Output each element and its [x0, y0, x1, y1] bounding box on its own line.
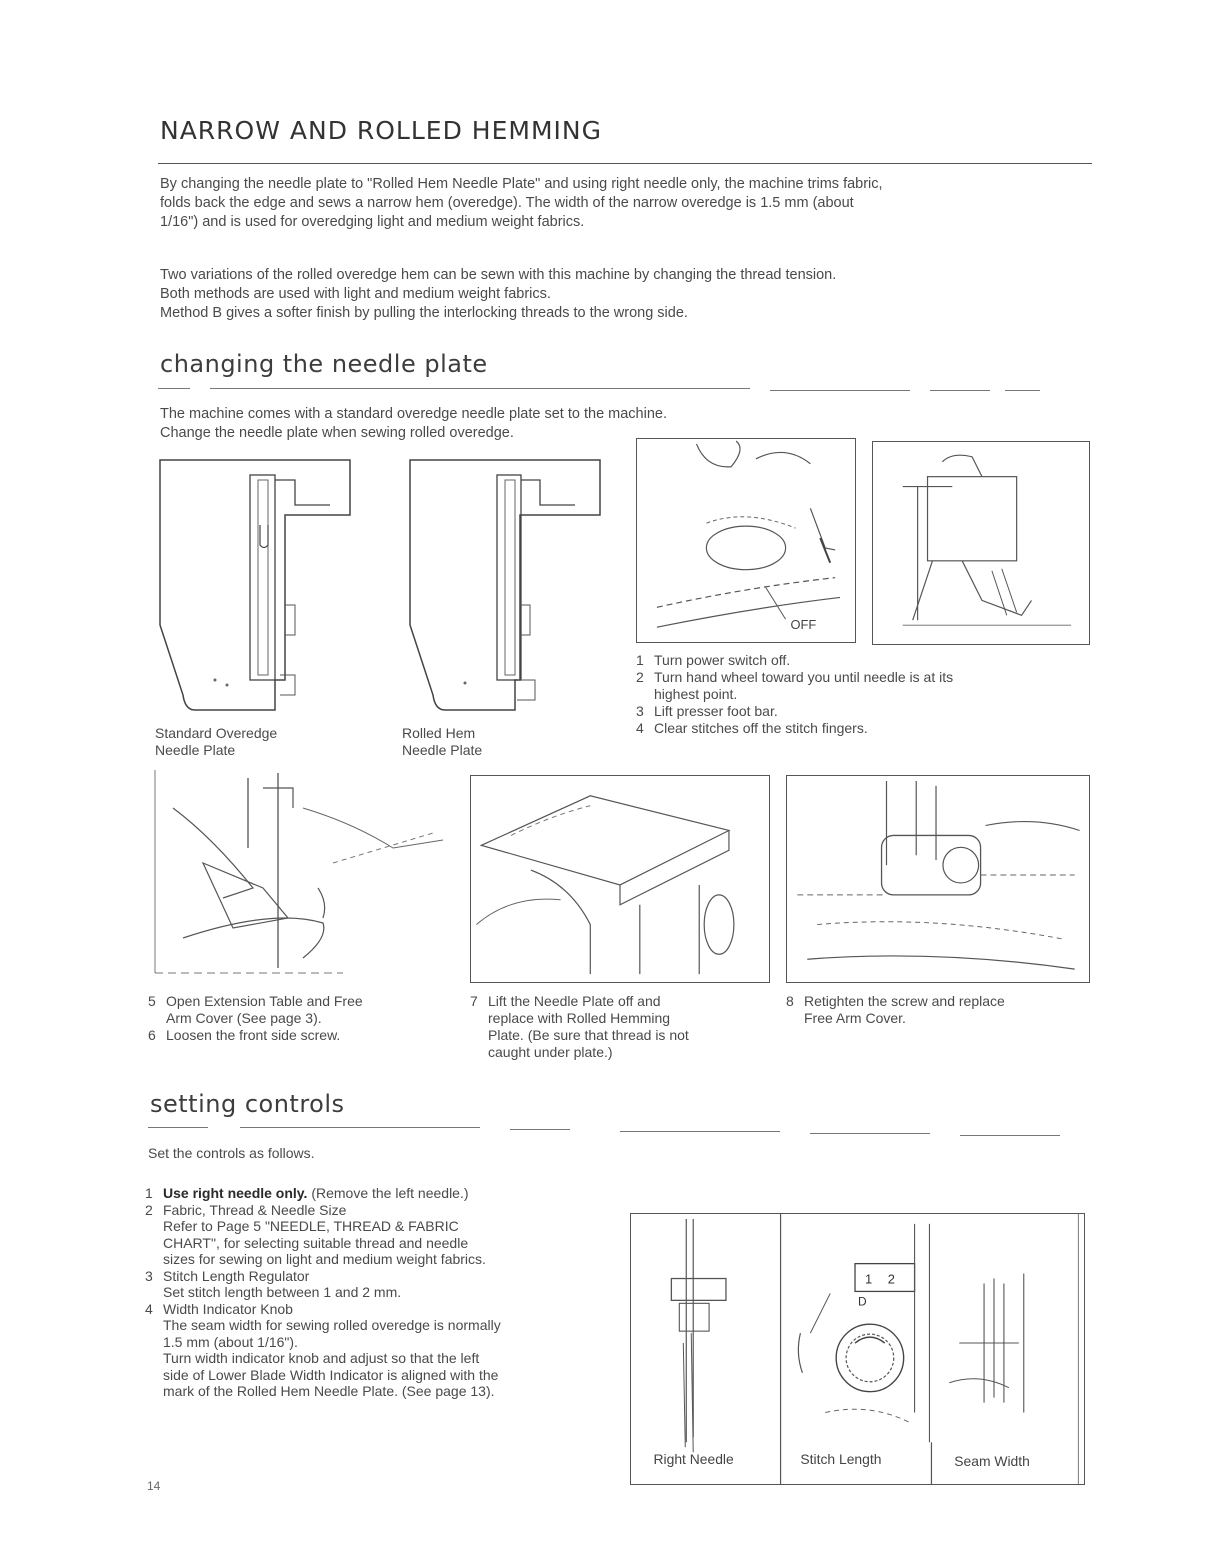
- standard-plate-drawing: [155, 455, 355, 720]
- section-rule: [510, 1129, 570, 1130]
- standard-plate-label-line: Standard Overedge: [155, 725, 278, 741]
- control-text: The seam width for sewing rolled overedge is normally: [163, 1317, 501, 1333]
- steps-bottom-col3: [786, 993, 1086, 1027]
- section-rule: [158, 388, 190, 389]
- replace-cover-drawing: [787, 776, 1089, 982]
- step-text: caught under plate.): [488, 1044, 613, 1060]
- needle-plate-lift-figure: [470, 775, 770, 983]
- step-text: Clear stitches off the stitch fingers.: [654, 720, 868, 736]
- control-text: CHART", for selecting suitable thread and needle: [163, 1234, 469, 1251]
- replace-cover-figure: [786, 775, 1090, 983]
- section-rule: [240, 1127, 480, 1128]
- step-number: 5: [148, 993, 156, 1009]
- standard-plate-label-line: Needle Plate: [155, 742, 236, 758]
- standard-plate-label: [155, 725, 277, 759]
- presser-foot-drawing: [873, 442, 1089, 644]
- step-text: Open Extension Table and Free: [166, 993, 363, 1009]
- step-item: [470, 1027, 770, 1044]
- needle-plate-lift-drawing: [471, 776, 769, 982]
- controls-list: [145, 1185, 635, 1400]
- section-heading-setting-controls: setting controls: [150, 1090, 345, 1118]
- controls-drawing: [631, 1214, 1084, 1484]
- section-rule: [960, 1135, 1060, 1136]
- seam-width-label: Seam Width: [954, 1453, 1030, 1470]
- step-text: Retighten the screw and replace: [804, 993, 1005, 1009]
- control-item: [145, 1301, 635, 1318]
- intro-line: By changing the needle plate to "Rolled Hem Needle Plate" and using right needle only, the machine trims fabric,: [160, 176, 883, 192]
- page-number: 14: [147, 1479, 161, 1493]
- control-item: [145, 1235, 635, 1252]
- needle-plate-intro-line: Change the needle plate when sewing rolled overedge.: [160, 425, 514, 441]
- rolled-plate-label-line: Rolled Hem: [402, 725, 476, 741]
- step-item: [636, 703, 1076, 720]
- rolled-plate-label-line: Needle Plate: [402, 742, 483, 758]
- setting-controls-intro: Set the controls as follows.: [148, 1145, 315, 1161]
- control-item: [145, 1185, 635, 1202]
- step-item: [636, 686, 1076, 703]
- control-item: [145, 1317, 635, 1334]
- section-rule: [210, 388, 750, 389]
- control-text: Stitch Length Regulator: [163, 1267, 310, 1284]
- step-item: [470, 1044, 770, 1061]
- dial-label-d: D: [857, 1294, 867, 1309]
- off-label: OFF: [790, 617, 817, 633]
- step-text: Turn power switch off.: [654, 652, 791, 668]
- standard-needle-plate-figure: [155, 455, 355, 720]
- rolled-plate-drawing: [405, 455, 605, 720]
- rolled-plate-label: [402, 725, 482, 759]
- rolled-needle-plate-figure: [405, 455, 605, 720]
- control-text: Refer to Page 5 "NEEDLE, THREAD & FABRIC: [163, 1218, 459, 1234]
- step-item: [636, 720, 1076, 737]
- step-number: 3: [636, 703, 644, 719]
- step-item: [470, 993, 770, 1010]
- control-text: sizes for sewing on light and medium weight fabrics.: [163, 1251, 486, 1267]
- control-item: [145, 1367, 635, 1384]
- control-item: [145, 1202, 635, 1219]
- step-item: [786, 1010, 1086, 1027]
- intro-paragraph: [160, 175, 1100, 232]
- control-number: 1: [145, 1185, 153, 1201]
- controls-figure: [630, 1213, 1085, 1485]
- section-rule: [930, 390, 990, 391]
- step-number: 1: [636, 652, 644, 668]
- step-item: [148, 1010, 448, 1027]
- control-number: 3: [145, 1267, 153, 1284]
- control-number: 2: [145, 1201, 153, 1218]
- needle-plate-intro-line: The machine comes with a standard overedge needle plate set to the machine.: [160, 406, 667, 422]
- step-text: Lift the Needle Plate off and: [488, 993, 661, 1009]
- right-needle-label: Right Needle: [653, 1451, 734, 1468]
- section-rule: [1005, 390, 1040, 391]
- step-text: replace with Rolled Hemming: [488, 1010, 671, 1026]
- control-text: (Remove the left needle.): [307, 1185, 469, 1201]
- step-number: 6: [148, 1027, 156, 1043]
- section-rule: [620, 1131, 780, 1132]
- step-text: Loosen the front side screw.: [166, 1027, 341, 1043]
- step-item: [636, 669, 1076, 686]
- variations-line: Method B gives a softer finish by pulling the interlocking threads to the wrong side.: [160, 305, 688, 321]
- control-item: [145, 1334, 635, 1351]
- step-text: Plate. (Be sure that thread is not: [488, 1027, 689, 1043]
- control-text: 1.5 mm (about 1/16").: [163, 1333, 298, 1350]
- dial-label-1: 1: [864, 1271, 873, 1287]
- variations-line: Both methods are used with light and medium weight fabrics.: [160, 286, 551, 302]
- step-item: [470, 1010, 770, 1027]
- intro-line: 1/16") and is used for overedging light and medium weight fabrics.: [160, 214, 585, 230]
- section-rule: [148, 1127, 208, 1128]
- section-rule: [770, 390, 910, 391]
- step-text: Arm Cover (See page 3).: [166, 1010, 322, 1026]
- step-item: [148, 1027, 448, 1044]
- variations-paragraph: [160, 266, 1100, 323]
- control-text: Set stitch length between 1 and 2 mm.: [163, 1284, 402, 1300]
- step-number: 8: [786, 993, 794, 1009]
- step-text: highest point.: [654, 686, 738, 702]
- control-item: [145, 1350, 635, 1367]
- variations-line: Two variations of the rolled overedge hem can be sewn with this machine by changing the thread tension.: [160, 267, 837, 283]
- section-heading-needle-plate: changing the needle plate: [160, 350, 488, 378]
- presser-foot-figure: [872, 441, 1090, 645]
- extension-table-drawing: [153, 768, 458, 978]
- step-number: 4: [636, 720, 644, 736]
- step-item: [786, 993, 1086, 1010]
- step-text: Free Arm Cover.: [804, 1010, 906, 1026]
- control-item: [145, 1383, 635, 1400]
- extension-table-figure: [153, 768, 458, 978]
- control-item: [145, 1218, 635, 1235]
- steps-bottom-col1: [148, 993, 448, 1044]
- step-text: Turn hand wheel toward you until needle is at its: [654, 669, 954, 685]
- step-item: [148, 993, 448, 1010]
- control-bold-text: Use right needle only.: [163, 1185, 308, 1201]
- steps-top-list: [636, 652, 1076, 737]
- title-rule: [158, 163, 1092, 164]
- step-number: 7: [470, 993, 478, 1009]
- control-text: Turn width indicator knob and adjust so that the left: [163, 1350, 480, 1366]
- step-text: Lift presser foot bar.: [654, 703, 778, 719]
- control-item: [145, 1251, 635, 1268]
- intro-line: folds back the edge and sews a narrow hem (overedge). The width of the narrow overedge is 1.5 mm (about: [160, 195, 854, 211]
- control-text: Width Indicator Knob: [163, 1300, 293, 1317]
- control-item: [145, 1284, 635, 1301]
- control-text: Fabric, Thread & Needle Size: [163, 1201, 347, 1218]
- step-number: 2: [636, 669, 644, 685]
- control-text: side of Lower Blade Width Indicator is aligned with the: [163, 1366, 499, 1383]
- page-title: NARROW AND ROLLED HEMMING: [160, 116, 602, 145]
- steps-bottom-col2: [470, 993, 770, 1061]
- stitch-length-label: Stitch Length: [800, 1451, 882, 1468]
- dial-label-2: 2: [887, 1271, 895, 1287]
- machine-front-drawing: [637, 439, 855, 642]
- power-switch-figure: [636, 438, 856, 643]
- section-rule: [810, 1133, 930, 1134]
- control-number: 4: [145, 1300, 153, 1317]
- control-text: mark of the Rolled Hem Needle Plate. (See page 13).: [163, 1383, 495, 1399]
- step-item: [636, 652, 1076, 669]
- control-item: [145, 1268, 635, 1285]
